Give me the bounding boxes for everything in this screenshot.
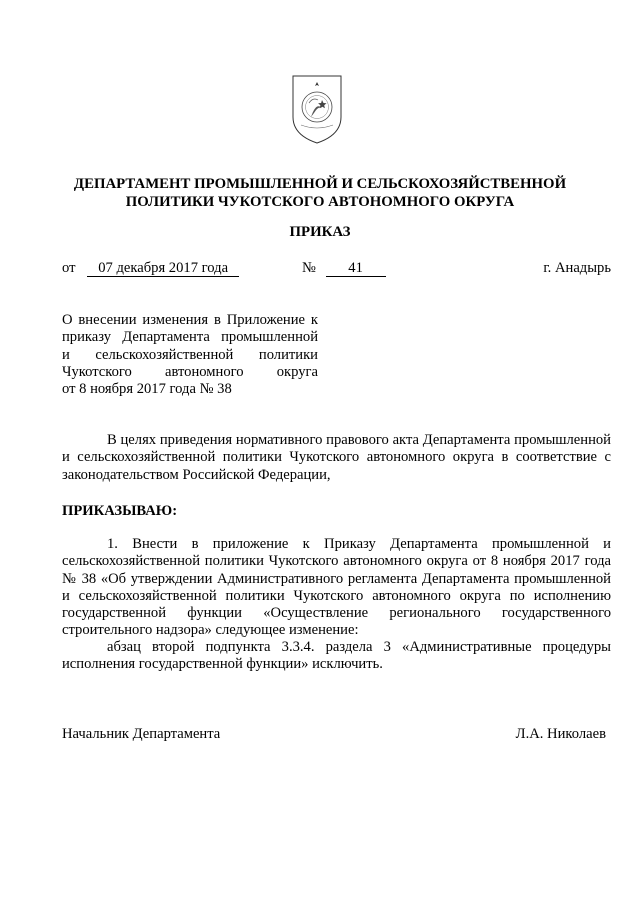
subject-line: Чукотского автономного округа (62, 363, 318, 380)
date-prefix: от (62, 260, 76, 276)
subject-line: приказу Департамента промышленной (62, 329, 318, 346)
order-item-1: 1. Внести в приложение к Приказу Департамента промышленной и сельскохозяйственной политики Чукотского автономного округа от 8 ноября 2017 года № 38 «Об утверждении Административного регламента Департамента промышленной и сельскохозяйственной политики Чукотского автономного округа по исполнению государственной функции «Осуществление регионального государственного строительного надзора» следующее изменение: (62, 536, 611, 639)
signature-name: Л.А. Николаев (515, 726, 606, 742)
order-date-block (62, 260, 239, 277)
subject-line: от 8 ноября 2017 года № 38 (62, 381, 232, 398)
order-date: 07 декабря 2017 года (87, 261, 239, 277)
order-subject (62, 312, 318, 398)
orders-heading: ПРИКАЗЫВАЮ: (62, 503, 178, 519)
order-item-2: абзац второй подпункта 3.3.4. раздела 3 «Административные процедуры исполнения государственной функции» исключить. (62, 639, 611, 673)
order-number-block (302, 260, 386, 277)
order-place: г. Анадырь (543, 260, 611, 276)
subject-line: и сельскохозяйственной политики (62, 346, 318, 363)
order-number: 41 (326, 261, 386, 277)
document-type-title: ПРИКАЗ (289, 224, 351, 240)
department-name: ДЕПАРТАМЕНТ ПРОМЫШЛЕННОЙ И СЕЛЬСКОХОЗЯЙСТВЕННОЙ ПОЛИТИКИ ЧУКОТСКОГО АВТОНОМНОГО ОКРУГА (73, 176, 567, 210)
number-prefix: № (302, 260, 316, 276)
preamble-paragraph: В целях приведения нормативного правового акта Департамента промышленной и сельскохозяйственной политики Чукотского автономного округа в соответствие с законодательством Российской Федерации, (62, 432, 611, 483)
coat-of-arms-emblem (287, 73, 347, 145)
subject-line: О внесении изменения в Приложение к (62, 312, 318, 328)
signature-position: Начальник Департамента (62, 726, 221, 742)
